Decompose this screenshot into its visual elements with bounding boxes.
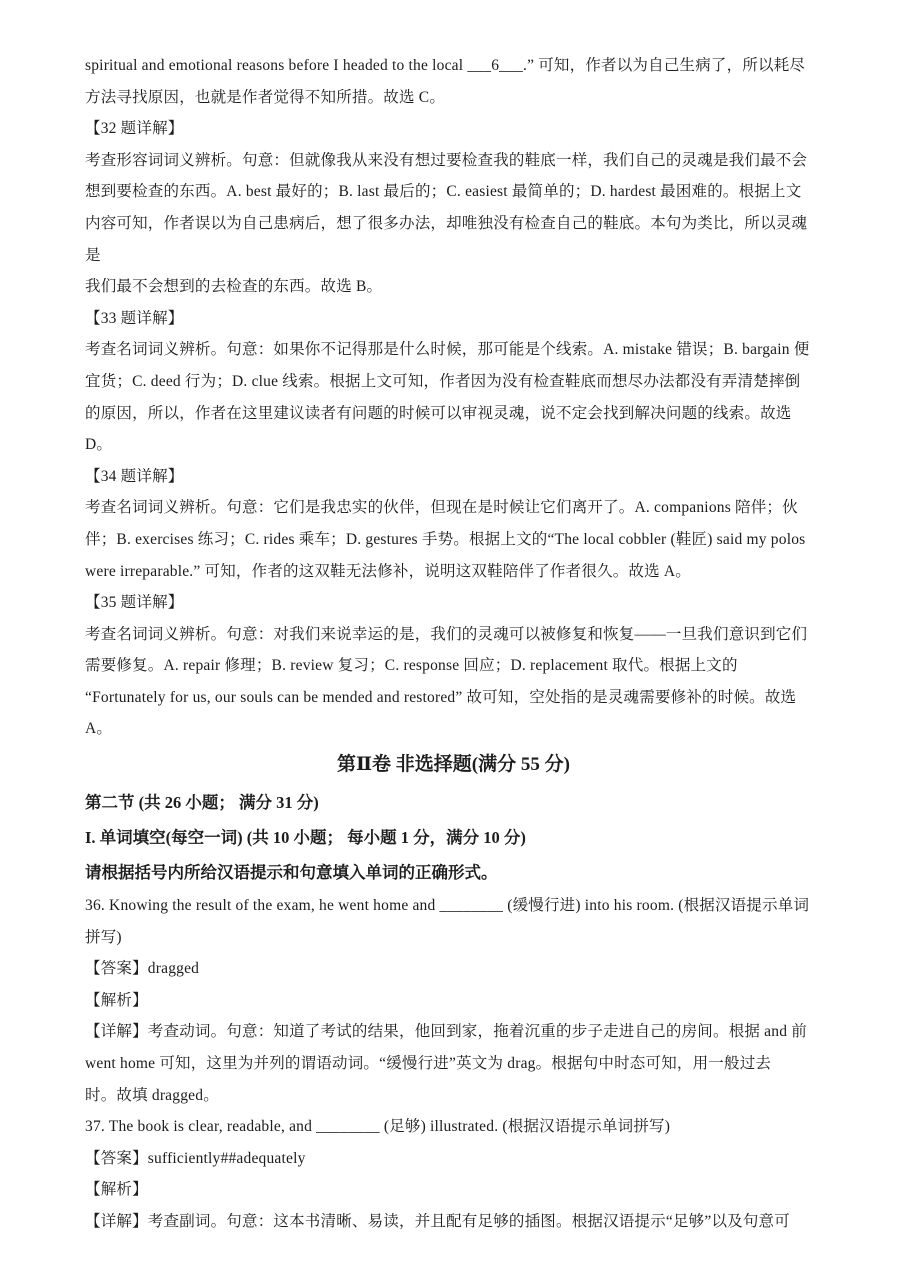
q33-detail-heading: 【33 题详解】 — [85, 309, 184, 327]
question-36-text: 36. Knowing the result of the exam, he went home and ________ (缓慢行进) into his room. (根据汉语提示单词 — [85, 897, 810, 915]
q32-analysis-line: 想到要检查的东西。A. best 最好的；B. last 最后的；C. easiest 最简单的；D. hardest 最困难的。根据上文 — [85, 183, 802, 201]
q35-detail-heading: 【35 题详解】 — [85, 594, 184, 612]
question-37-text: 37. The book is clear, readable, and ________ (足够) illustrated. (根据汉语提示单词拼写) — [85, 1118, 671, 1136]
q32-analysis-line: 内容可知，作者误以为自己患病后，想了很多办法，却唯独没有检查自己的鞋底。本句为类比，所以灵魂 — [85, 214, 808, 232]
q34-analysis-conclusion: were irreparable.” 可知，作者的这双鞋无法修补，说明这双鞋陪伴了作者很久。故选 A。 — [85, 562, 692, 580]
answer-36: 【答案】dragged — [85, 960, 200, 978]
word-fill-instructions: 请根据括号内所给汉语提示和句意填入单词的正确形式。 — [85, 863, 498, 883]
detail-36-conclusion: 时。故填 dragged。 — [85, 1086, 219, 1104]
analysis-37-label: 【解析】 — [85, 1181, 148, 1199]
q35-analysis-line: “Fortunately for us, our souls can be mended and restored” 故可知，空处指的是灵魂需要修补的时候。故选 — [85, 688, 797, 706]
detail-36-line: went home 可知，这里为并列的谓语动词。“缓慢行进”英文为 drag。根据句中时态可知，用一般过去 — [85, 1055, 772, 1073]
q33-analysis-line: 的原因，所以，作者在这里建议读者有问题的时候可以审视灵魂，说不定会找到解决问题的线索。故选 — [85, 404, 792, 422]
detail-37-line: 【详解】考查副词。句意：这本书清晰、易读，并且配有足够的插图。根据汉语提示“足够”以及句意可 — [85, 1213, 790, 1230]
q35-analysis-line: 考查名词词义辨析。句意：对我们来说幸运的是，我们的灵魂可以被修复和恢复——一旦我们意识到它们 — [85, 625, 808, 643]
q31-analysis-line: spiritual and emotional reasons before I headed to the local ___6___.” 可知，作者以为自己生病了，所以耗尽 — [85, 57, 806, 74]
part2-volume-title: 第Ⅱ卷 非选择题(满分 55 分) — [337, 754, 570, 776]
q35-analysis-line: 需要修复。A. repair 修理；B. review 复习；C. response 回应；D. replacement 取代。根据上文的 — [85, 657, 738, 675]
q32-analysis-line: 是 — [85, 246, 101, 264]
q33-analysis-line: 考查名词词义辨析。句意：如果你不记得那是什么时候，那可能是个线索。A. mistake 错误；B. bargain 便 — [85, 341, 810, 359]
q32-analysis-conclusion: 我们最不会想到的去检查的东西。故选 B。 — [85, 278, 383, 296]
q31-analysis-conclusion: 方法寻找原因，也就是作者觉得不知所措。故选 C。 — [85, 88, 446, 106]
question-36-text-cont: 拼写) — [85, 928, 122, 946]
q33-analysis-conclusion: D。 — [85, 436, 113, 454]
detail-36-line: 【详解】考查动词。句意：知道了考试的结果，他回到家，拖着沉重的步子走进自己的房间。根据 and 前 — [85, 1023, 807, 1041]
q34-analysis-line: 伴；B. exercises 练习；C. rides 乘车；D. gestures 手势。根据上文的“The local cobbler (鞋匠) said my polos — [85, 530, 806, 548]
q33-analysis-line: 宜货；C. deed 行为；D. clue 线索。根据上文可知，作者因为没有检查鞋底而想尽办法都没有弄清楚摔倒 — [85, 372, 801, 390]
word-fill-section-heading: I. 单词填空(每空一词) (共 10 小题； 每小题 1 分，满分 10 分) — [85, 828, 526, 848]
q34-detail-heading: 【34 题详解】 — [85, 467, 184, 485]
q32-detail-heading: 【32 题详解】 — [85, 120, 184, 138]
q34-analysis-line: 考查名词词义辨析。句意：它们是我忠实的伙伴，但现在是时候让它们离开了。A. companions 陪伴；伙 — [85, 499, 798, 517]
q32-analysis-line: 考查形容词词义辨析。句意：但就像我从来没有想过要检查我的鞋底一样，我们自己的灵魂是我们最不会 — [85, 151, 808, 169]
analysis-36-label: 【解析】 — [85, 991, 148, 1009]
section2-heading: 第二节 (共 26 小题； 满分 31 分) — [85, 793, 319, 813]
answer-37: 【答案】sufficiently##adequately — [85, 1149, 306, 1167]
q35-analysis-conclusion: A。 — [85, 720, 113, 738]
